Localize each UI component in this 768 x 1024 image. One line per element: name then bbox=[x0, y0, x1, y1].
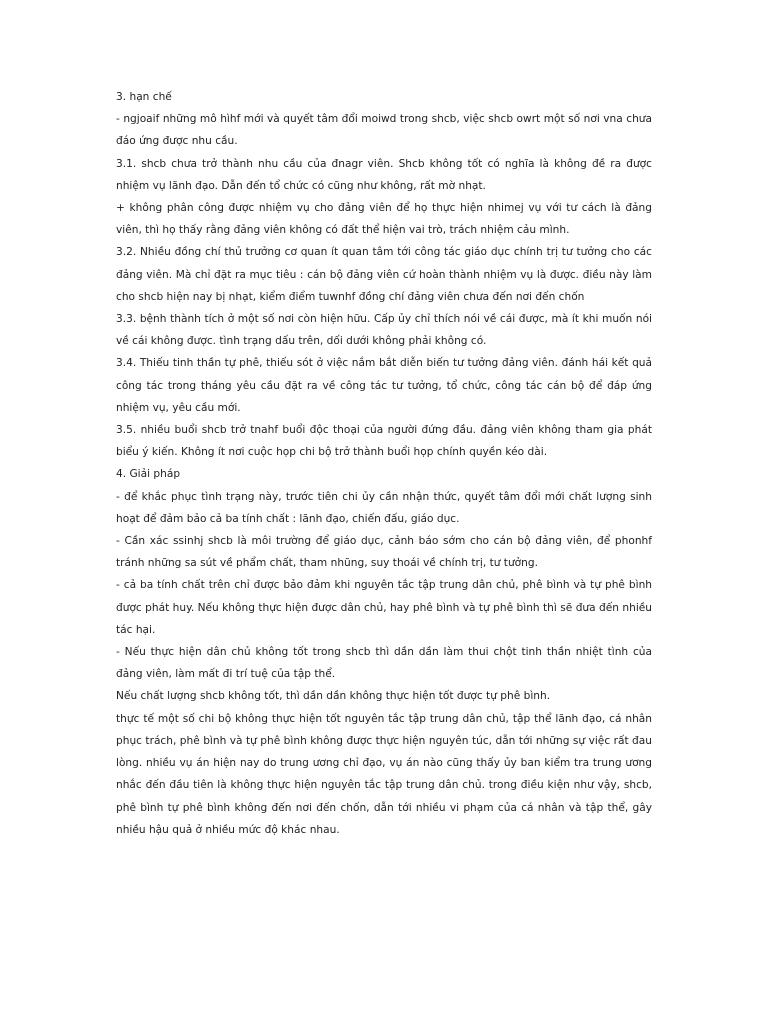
paragraph: - cả ba tính chất trên chỉ được bảo đảm khi nguyên tắc tập trung dân chủ, phê bình và tự phê bình được phát huy. Nếu không thực hiện được dân chủ, hay phê bình và tự phê bình thì sẽ đưa đến nhiều tác hại. bbox=[116, 579, 652, 636]
paragraph: - Cần xác ssinhj shcb là môi trường để giáo dục, cảnh báo sớm cho cán bộ đảng viên, để phonhf tránh những sa sút về phẩm chất, tham nhũng, suy thoái về chính trị, tư tưởng. bbox=[116, 535, 652, 570]
paragraph: 3.1. shcb chưa trở thành nhu cầu của đnagr viên. Shcb không tốt có nghĩa là không đề ra được nhiệm vụ lãnh đạo. Dẫn đến tổ chức có cũng như không, rất mờ nhạt. bbox=[116, 157, 652, 192]
paragraph: - để khắc phục tình trạng này, trước tiên chi ủy cần nhận thức, quyết tâm đổi mới chất lượng sinh hoạt để đảm bảo cả ba tính chất : lãnh đạo, chiến đấu, giáo dục. bbox=[116, 490, 652, 525]
paragraph: 3.3. bệnh thành tích ở một số nơi còn hiện hữu. Cấp ủy chỉ thích nói về cái được, mà ít khi muốn nói về cái không được. tình trạng dấu trên, dối dưới không phải không có. bbox=[116, 313, 652, 348]
paragraph: - Nếu thực hiện dân chủ không tốt trong shcb thì dần dần làm thui chột tinh thần nhiệt tình của đảng viên, làm mất đi trí tuệ của tập thể. bbox=[116, 646, 652, 681]
paragraph: + không phân công được nhiệm vụ cho đảng viên để họ thực hiện nhimej vụ với tư cách là đảng viên, thì họ thấy rằng đảng viên không có đất thể hiện vai trò, trách nhiệm cảu mình. bbox=[116, 202, 652, 237]
section-heading-solutions: 4. Giải pháp bbox=[116, 468, 181, 481]
paragraph: Nếu chất lượng shcb không tốt, thì dần dần không thực hiện tốt được tự phê bình. bbox=[116, 690, 551, 703]
section-heading-limitations: 3. hạn chế bbox=[116, 91, 172, 103]
paragraph: 3.4. Thiếu tinh thần tự phê, thiếu sót ở việc nắm bắt diễn biến tư tưởng đảng viên. đánh hái kết quả công tác trong tháng yêu cầu đặt ra về công tác tư tưởng, tổ chức, công tác cán bộ để đáp ứng nhiệm vụ, yêu cầu mới. bbox=[116, 357, 652, 414]
paragraph: - ngjoaif những mô hìhf mới và quyết tâm đổi moiwd trong shcb, việc shcb owrt một số nơi vna chưa đáo ứng được nhu cầu. bbox=[116, 113, 652, 148]
paragraph: thực tế một số chi bộ không thực hiện tốt nguyên tắc tập trung dân chủ, tập thể lãnh đạo, cá nhân phục trách, phê bình và tự phê bình không được thực hiện nguyên túc, dẫn tới những sự việc rất đau lòng. nhiều vụ án hiện nay do trung ương chỉ đạo, vụ án nào cũng thấy ủy ban kiểm tra trung ương nhắc đến đầu tiên là không thực hiện nguyên tắc tập trung dân chủ. trong điều kiện như vậy, shcb, phê bình tự phê bình không đến nơi đến chốn, dẫn tới nhiều vi phạm của cá nhân và tập thể, gây nhiều hậu quả ở nhiều mức độ khác nhau. bbox=[116, 712, 652, 836]
paragraph: 3.2. Nhiều đồng chí thủ trưởng cơ quan ít quan tâm tới công tác giáo dục chính trị tư tưởng cho các đảng viên. Mà chỉ đặt ra mục tiêu : cán bộ đảng viên cứ hoàn thành nhiệm vụ là được. điều này làm cho shcb hiện nay bị nhạt, kiểm điểm tuwnhf đồng chí đảng viên chưa đến nơi đến chốn bbox=[116, 246, 652, 303]
paragraph: 3.5. nhiều buổi shcb trở tnahf buổi độc thoại của người đứng đầu. đảng viên không tham gia phát biểu ý kiến. Không ít nơi cuộc họp chi bộ trở thành buổi họp chính quyền kéo dài. bbox=[116, 424, 652, 459]
